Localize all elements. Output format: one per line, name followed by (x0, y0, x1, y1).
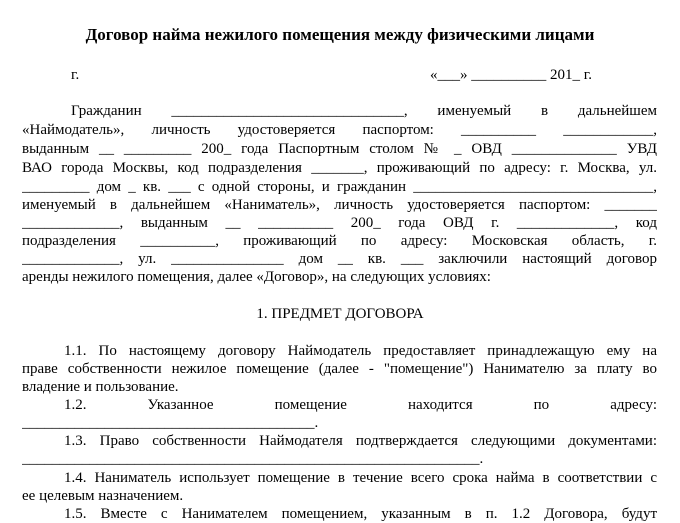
clause-line: ее целевым назначением. (22, 488, 184, 504)
preamble-line: _____________, выданным __ __________ 200_ года ОВД г. _____________, код (22, 215, 657, 231)
clause-line: 1.5. Вместе с Нанимателем помещением, указанным в п. 1.2 Договора, будут (64, 506, 657, 522)
preamble-line: _________ дом _ кв. ___ с одной стороны, и гражданин ________________________________, (22, 179, 657, 195)
preamble-line: выданным __ _________ 200_ года Паспортным столом № _ ОВД ______________ УВД (22, 141, 657, 157)
clause-line: _____________________________________________________________. (22, 451, 484, 467)
preamble-line: Гражданин _______________________________, именуемый в дальнейшем (71, 103, 657, 119)
section-heading: 1. ПРЕДМЕТ ДОГОВОРА (256, 306, 424, 322)
preamble-line: «Наймодатель», личность удостоверяется паспортом: __________ ____________, (22, 122, 657, 138)
clause-line: 1.3. Право собственности Наймодателя подтверждается следующими документами: (64, 433, 657, 449)
clause-line: праве собственности нежилое помещение (далее - "помещение") Нанимателю за плату во (22, 361, 657, 377)
place-label: г. (71, 67, 80, 83)
preamble-line: именуемый в дальнейшем «Наниматель», личность удостоверяется паспортом: _______ (22, 197, 657, 213)
clause-line: 1.4. Наниматель использует помещение в течение всего срока найма в соответствии с (64, 470, 657, 486)
document-title: Договор найма нежилого помещения между физическими лицами (85, 25, 595, 44)
preamble-line: _____________, ул. _______________ дом __ кв. ___ заключили настоящий договор (22, 251, 657, 267)
date-line: «___» __________ 201_ г. (430, 67, 592, 83)
clause-line: 1.2. Указанное помещение находится по адресу: (64, 397, 657, 413)
clause-line: 1.1. По настоящему договору Наймодатель предоставляет принадлежащую ему на (64, 343, 657, 359)
clause-line: владение и пользование. (22, 379, 179, 395)
clause-line: _______________________________________. (22, 415, 319, 431)
preamble-line: ВАО города Москвы, код подразделения _______, проживающий по адресу: г. Москва, ул. (22, 160, 657, 176)
preamble-line: аренды нежилого помещения, далее «Договор», на следующих условиях: (22, 269, 491, 285)
preamble-line: подразделения __________, проживающий по адресу: Московская область, г. (22, 233, 657, 249)
